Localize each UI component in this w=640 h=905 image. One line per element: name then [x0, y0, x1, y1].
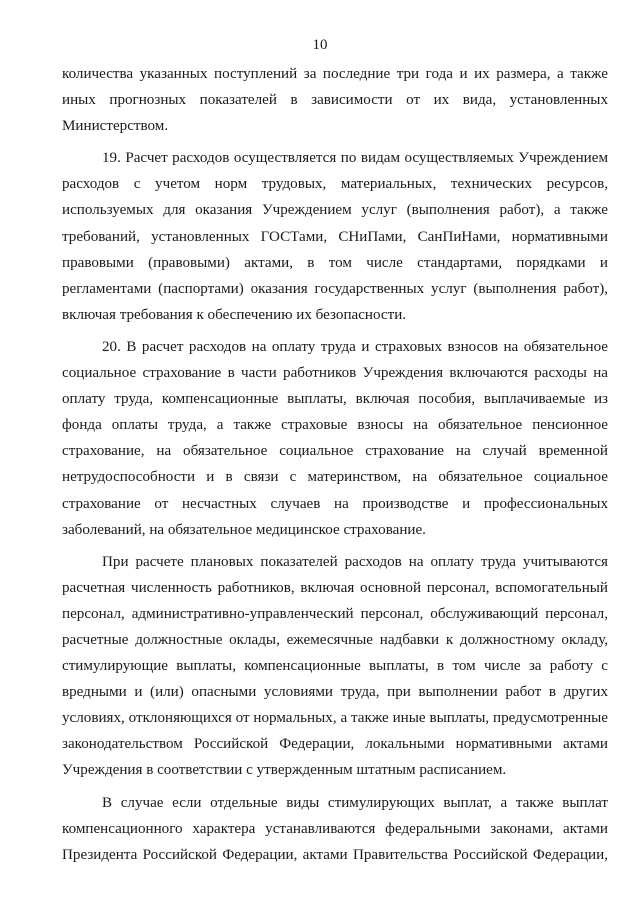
paragraph-item-19: 19. Расчет расходов осуществляется по видам осуществляемых Учреждением расходов с учетом норм трудовых, материальных, технических ресурсов, используемых для оказания Учреждением услуг (выполнения работ), а также требований, установленных ГОСТами, СНиПами, СанПиНами, нормативными правовыми (правовыми) актами, в том числе стандартами, порядками и регламентами (паспортами) оказания государственных услуг (выполнения работ), включая требования к обеспечению их безопасности.: [62, 150, 608, 323]
paragraph-stimulating-payments: В случае если отдельные виды стимулирующих выплат, а также выплат компенсационного характера устанавливаются федеральными законами, актами Президента Российской Федерации, актами Правительства Российской Федерации,: [62, 794, 608, 863]
paragraph-continuation: количества указанных поступлений за последние три года и их размера, а также иных прогнозных показателей в зависимости от их вида, установленных Министерством.: [62, 66, 608, 135]
paragraph-salary-planning: При расчете плановых показателей расходов на оплату труда учитываются расчетная численность работников, включая основной персонал, вспомогательный персонал, административно-управленческий персонал, обслуживающий персонал, расчетные должностные оклады, ежемесячные надбавки к должностному окладу, стимулирующие выплаты, компенсационные выплаты, в том числе за работу с вредными и (или) опасными условиями труда, при выполнении работ в других условиях, отклоняющихся от нормальных, а также иные выплаты, предусмотренные законодательством Российской Федерации, локальными нормативными актами Учреждения в соответствии с утвержденным штатным расписанием.: [62, 553, 608, 779]
document-body: [62, 61, 608, 868]
page-number: 10: [312, 37, 328, 53]
paragraph-item-20: 20. В расчет расходов на оплату труда и страховых взносов на обязательное социальное страхование в части работников Учреждения включаются расходы на оплату труда, компенсационные выплаты, включая пособия, выплачиваемые из фонда оплаты труда, а также страховые взносы на обязательное пенсионное страхование, на обязательное социальное страхование на случай временной нетрудоспособности и в связи с материнством, на обязательное социальное страхование от несчастных случаев на производстве и профессиональных заболеваний, на обязательное медицинское страхование.: [62, 338, 608, 538]
